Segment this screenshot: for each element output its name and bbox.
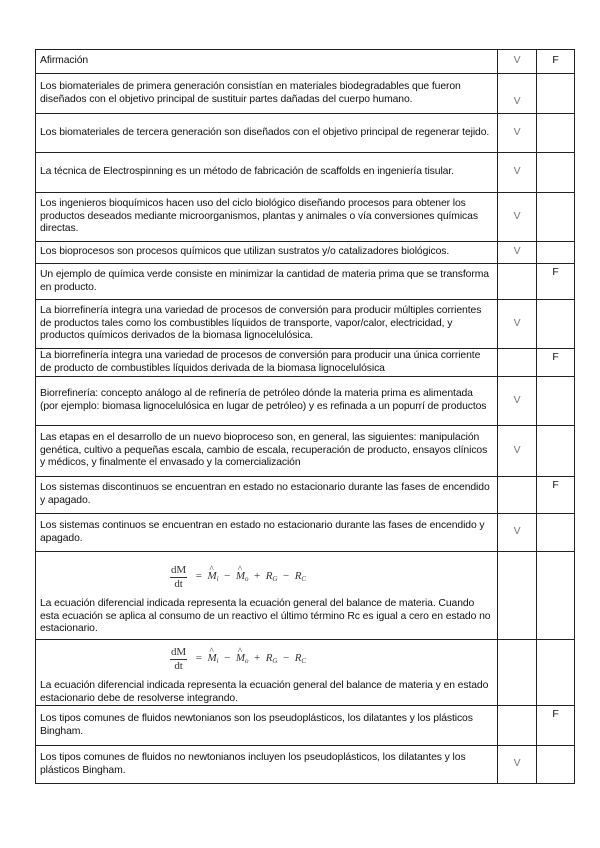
eq-term: ^ M — [236, 652, 245, 665]
mass-balance-equation — [40, 564, 493, 598]
eq-op: − — [283, 651, 290, 664]
eq-term: ^ M — [236, 570, 245, 583]
true-false-table — [35, 49, 575, 784]
eq-equals: = — [195, 569, 202, 582]
statement-cell: Los ingenieros bioquímicos hacen uso del ciclo biológico diseñando procesos para obtener los productos deseados mediante microorganismos, plantas y animales o vía conversiones químicas directas. — [36, 193, 498, 242]
false-cell: F — [537, 477, 575, 514]
eq-subscript: o — [244, 656, 249, 665]
true-cell — [498, 640, 537, 706]
eq-op: − — [224, 569, 231, 582]
table-row — [36, 193, 575, 242]
eq-term: R — [265, 651, 273, 664]
eq-term: ^ M — [208, 652, 217, 665]
eq-subscript: i — [216, 656, 219, 665]
table-row — [36, 706, 575, 746]
eq-term: ^ M — [208, 570, 217, 583]
false-cell — [537, 242, 575, 264]
statement-cell — [36, 552, 498, 640]
true-cell: V — [498, 74, 537, 114]
false-cell — [537, 426, 575, 477]
table-row — [36, 300, 575, 349]
false-cell: F — [537, 349, 575, 377]
statement-cell: La biorrefinería integra una variedad de procesos de conversión para producir una única corriente de producto de combustibles líquidos derivada de la biomasa lignocelulósica — [36, 349, 498, 377]
table-row — [36, 552, 575, 640]
header-false: F — [537, 50, 575, 74]
false-cell — [537, 114, 575, 153]
derivative-fraction — [170, 646, 187, 673]
statement-cell: Los tipos comunes de fluidos newtonianos son los pseudoplásticos, los dilatantes y los plásticos Bingham. — [36, 706, 498, 746]
true-cell: V — [498, 746, 537, 784]
true-cell: V — [498, 300, 537, 349]
eq-numerator: dM — [171, 564, 187, 576]
eq-subscript: G — [272, 574, 278, 583]
table-row — [36, 426, 575, 477]
eq-op: − — [224, 651, 231, 664]
false-cell — [537, 746, 575, 784]
statement-cell: Los tipos comunes de fluidos no newtonianos incluyen los pseudoplásticos, los dilatantes y los plásticos Bingham. — [36, 746, 498, 784]
eq-term: R — [294, 651, 302, 664]
table-row — [36, 477, 575, 514]
eq-subscript: i — [216, 574, 219, 583]
eq-op: − — [283, 569, 290, 582]
false-cell — [537, 552, 575, 640]
eq-denominator: dt — [174, 578, 183, 590]
false-cell: F — [537, 706, 575, 746]
eq-denominator: dt — [174, 660, 183, 672]
eq-term: R — [265, 569, 273, 582]
table-row — [36, 377, 575, 426]
table-row — [36, 746, 575, 784]
statement-cell: Biorrefinería: concepto análogo al de refinería de petróleo dónde la materia prima es alimentada (por ejemplo: biomasa lignocelulósica en lugar de petróleo) y es refinada a un popurrí de productos — [36, 377, 498, 426]
eq-numerator: dM — [171, 646, 187, 658]
eq-terms — [193, 570, 306, 586]
statement-cell: Un ejemplo de química verde consiste en minimizar la cantidad de materia prima que se transforma en producto. — [36, 264, 498, 300]
statement-cell: Los biomateriales de tercera generación son diseñados con el objetivo principal de regenerar tejido. — [36, 114, 498, 153]
eq-term: R — [294, 569, 302, 582]
statement-cell: La biorrefinería integra una variedad de procesos de conversión para producir múltiples corrientes de productos tales como los combustibles líquidos de transporte, vapor/calor, electricidad, y productos químicos derivados de la biomasa lignocelulósica. — [36, 300, 498, 349]
statement-cell — [36, 640, 498, 706]
eq-terms — [193, 652, 306, 668]
table-row — [36, 349, 575, 377]
false-cell — [537, 153, 575, 193]
statement-text: La ecuación diferencial indicada representa la ecuación general del balance de materia y en estado estacionario debe de resolverse integrando. — [40, 680, 489, 704]
true-cell — [498, 264, 537, 300]
statement-cell: Los biomateriales de primera generación consistían en materiales biodegradables que fueron diseñados con el objetivo principal de sustituir partes dañadas del cuerpo humano. — [36, 74, 498, 114]
false-cell — [537, 74, 575, 114]
eq-subscript: G — [272, 656, 278, 665]
true-cell: V — [498, 242, 537, 264]
eq-op: + — [254, 651, 261, 664]
eq-op: + — [254, 569, 261, 582]
statement-cell: Los sistemas discontinuos se encuentran en estado no estacionario durante las fases de encendido y apagado. — [36, 477, 498, 514]
table-row — [36, 514, 575, 552]
table-row — [36, 640, 575, 706]
table-header-row — [36, 50, 575, 74]
true-cell: V — [498, 377, 537, 426]
true-cell: V — [498, 114, 537, 153]
mass-balance-equation — [40, 646, 493, 680]
statement-text: La ecuación diferencial indicada representa la ecuación general del balance de materia. Cuando esta ecuación se aplica al consumo de un reactivo el último término Rc es igual a cero en estado no estacionario. — [40, 598, 491, 635]
eq-subscript: C — [301, 574, 306, 583]
derivative-fraction — [170, 564, 187, 591]
true-cell: V — [498, 193, 537, 242]
eq-subscript: o — [244, 574, 249, 583]
statement-cell: Los bioprocesos son procesos químicos que utilizan sustratos y/o catalizadores biológicos. — [36, 242, 498, 264]
true-cell — [498, 552, 537, 640]
true-cell: V — [498, 153, 537, 193]
header-true: V — [498, 50, 537, 74]
true-cell: V — [498, 426, 537, 477]
false-cell — [537, 300, 575, 349]
false-cell — [537, 640, 575, 706]
table-row — [36, 74, 575, 114]
false-cell — [537, 514, 575, 552]
statement-cell: Los sistemas continuos se encuentran en estado no estacionario durante las fases de encendido y apagado. — [36, 514, 498, 552]
true-cell — [498, 477, 537, 514]
false-cell — [537, 377, 575, 426]
true-cell — [498, 706, 537, 746]
table-row — [36, 264, 575, 300]
table-row — [36, 153, 575, 193]
header-statement: Afirmación — [36, 50, 498, 74]
eq-equals: = — [195, 651, 202, 664]
true-cell: V — [498, 514, 537, 552]
table-row — [36, 242, 575, 264]
false-cell: F — [537, 264, 575, 300]
false-cell — [537, 193, 575, 242]
statement-cell: Las etapas en el desarrollo de un nuevo bioproceso son, en general, las siguientes: manipulación genética, cultivo a pequeñas escala, cambio de escala, recuperación de producto, ensayos clínicos y médicos, y finalmente el envasado y la comercialización — [36, 426, 498, 477]
eq-subscript: C — [301, 656, 306, 665]
true-cell — [498, 349, 537, 377]
table-row — [36, 114, 575, 153]
statement-cell: La técnica de Electrospinning es un método de fabricación de scaffolds en ingeniería tisular. — [36, 153, 498, 193]
